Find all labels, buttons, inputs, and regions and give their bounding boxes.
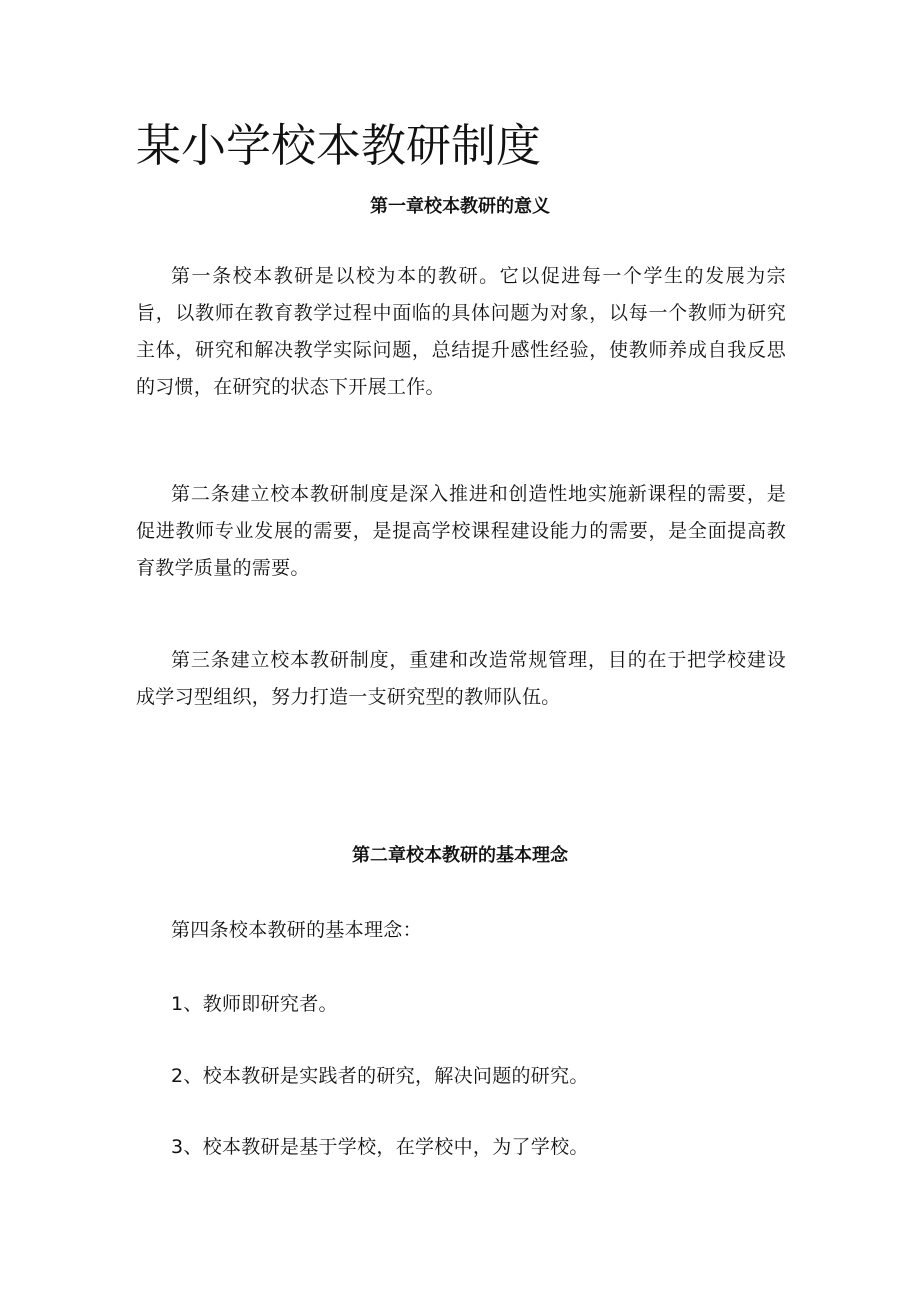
chapter-2-heading: 第二章校本教研的基本理念 (352, 845, 568, 866)
article-3: 第三条建立校本教研制度，重建和改造常规管理，目的在于把学校建设成学习型组织，努力打造一支研究型的教师队伍。 (136, 649, 786, 708)
list-item-2: 2、校本教研是实践者的研究，解决问题的研究。 (171, 1065, 589, 1087)
article-1: 第一条校本教研是以校为本的教研。它以促进每一个学生的发展为宗旨，以教师在教育教学过程中面临的具体问题为对象，以每一个教师为研究主体，研究和解决教学实际问题，总结提升感性经验，使教师养成自我反思的习惯，在研究的状态下开展工作。 (136, 265, 786, 398)
document-title: 某小学校本教研制度 (136, 119, 542, 172)
article-4-intro: 第四条校本教研的基本理念： (171, 919, 422, 941)
chapter-1-heading: 第一章校本教研的意义 (370, 196, 550, 217)
article-2: 第二条建立校本教研制度是深入推进和创造性地实施新课程的需要，是促进教师专业发展的需要，是提高学校课程建设能力的需要，是全面提高教育教学质量的需要。 (136, 483, 786, 579)
list-item-3: 3、校本教研是基于学校，在学校中，为了学校。 (171, 1136, 589, 1158)
list-item-1: 1、教师即研究者。 (171, 993, 338, 1015)
